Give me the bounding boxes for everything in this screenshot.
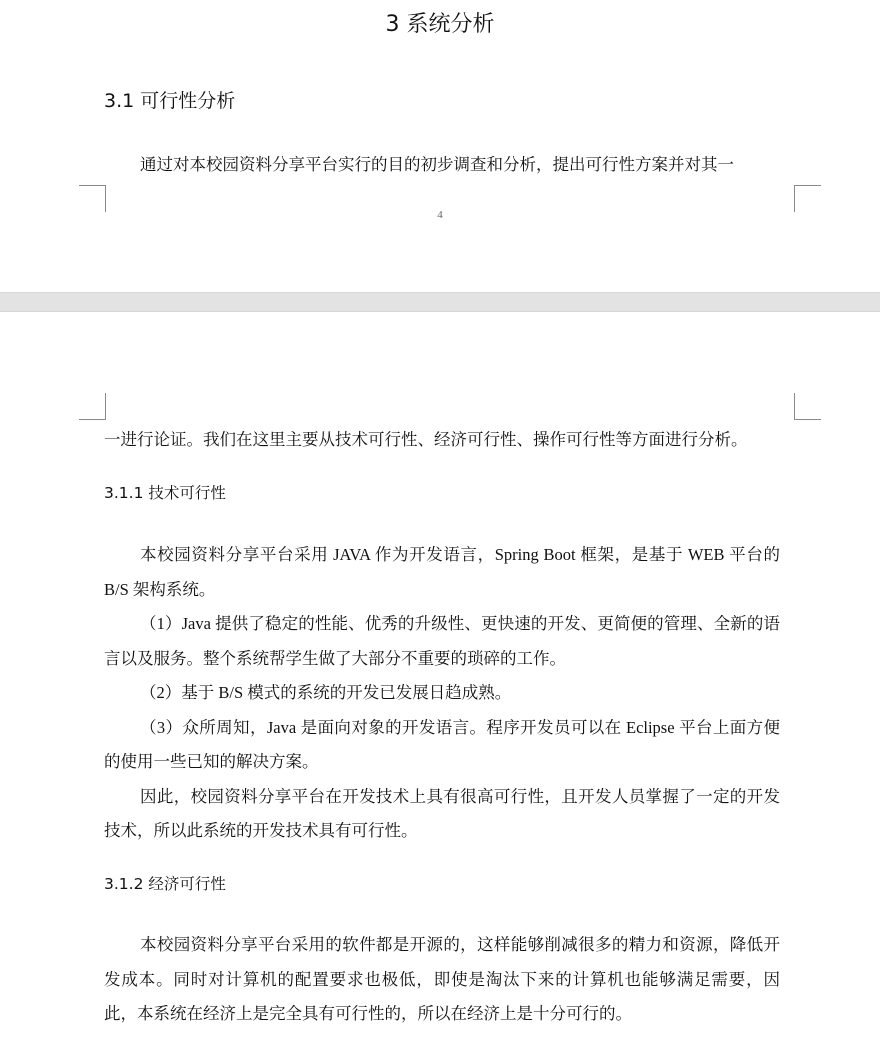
technical-feasibility-heading: 3.1.1 技术可行性: [104, 484, 226, 502]
technical-item-1: （1）Java 提供了稳定的性能、优秀的升级性、更快速的开发、更简便的管理、全新的语言以及服务。整个系统帮学生做了大部分不重要的琐碎的工作。: [104, 614, 780, 668]
technical-feasibility-body: [104, 538, 780, 849]
technical-intro: 本校园资料分享平台采用 JAVA 作为开发语言，Spring Boot 框架，是基于 WEB 平台的 B/S 架构系统。: [104, 545, 780, 599]
technical-conclusion: 因此，校园资料分享平台在开发技术上具有很高可行性，且开发人员掌握了一定的开发技术，所以此系统的开发技术具有可行性。: [104, 786, 780, 840]
section-title: 3.1 可行性分析: [104, 90, 236, 112]
paragraph-start: 通过对本校园资料分享平台实行的目的初步调查和分析，提出可行性方案并对其一: [140, 155, 734, 174]
paragraph-continuation: 一进行论证。我们在这里主要从技术可行性、经济可行性、操作可行性等方面进行分析。: [104, 430, 748, 449]
margin-corner-top-right: [794, 393, 821, 420]
document-page-2: [0, 312, 880, 1038]
page-number: 4: [437, 209, 443, 221]
chapter-title: 3 系统分析: [385, 12, 495, 37]
economic-feasibility-body: [104, 928, 780, 1032]
economic-body: 本校园资料分享平台采用的软件都是开源的，这样能够削减很多的精力和资源，降低开发成本。同时对计算机的配置要求也极低，即使是淘汰下来的计算机也能够满足需要，因此，本系统在经济上是完全具有可行性的，所以在经济上是十分可行的。: [104, 935, 780, 1023]
page-separator: [0, 292, 880, 312]
document-page-1: [0, 0, 880, 292]
technical-item-3: （3）众所周知，Java 是面向对象的开发语言。程序开发员可以在 Eclipse 平台上面方便的使用一些已知的解决方案。: [104, 717, 780, 771]
economic-feasibility-heading: 3.1.2 经济可行性: [104, 875, 226, 893]
margin-corner-top-left: [79, 393, 106, 420]
technical-item-2: （2）基于 B/S 模式的系统的开发已发展日趋成熟。: [140, 683, 512, 702]
